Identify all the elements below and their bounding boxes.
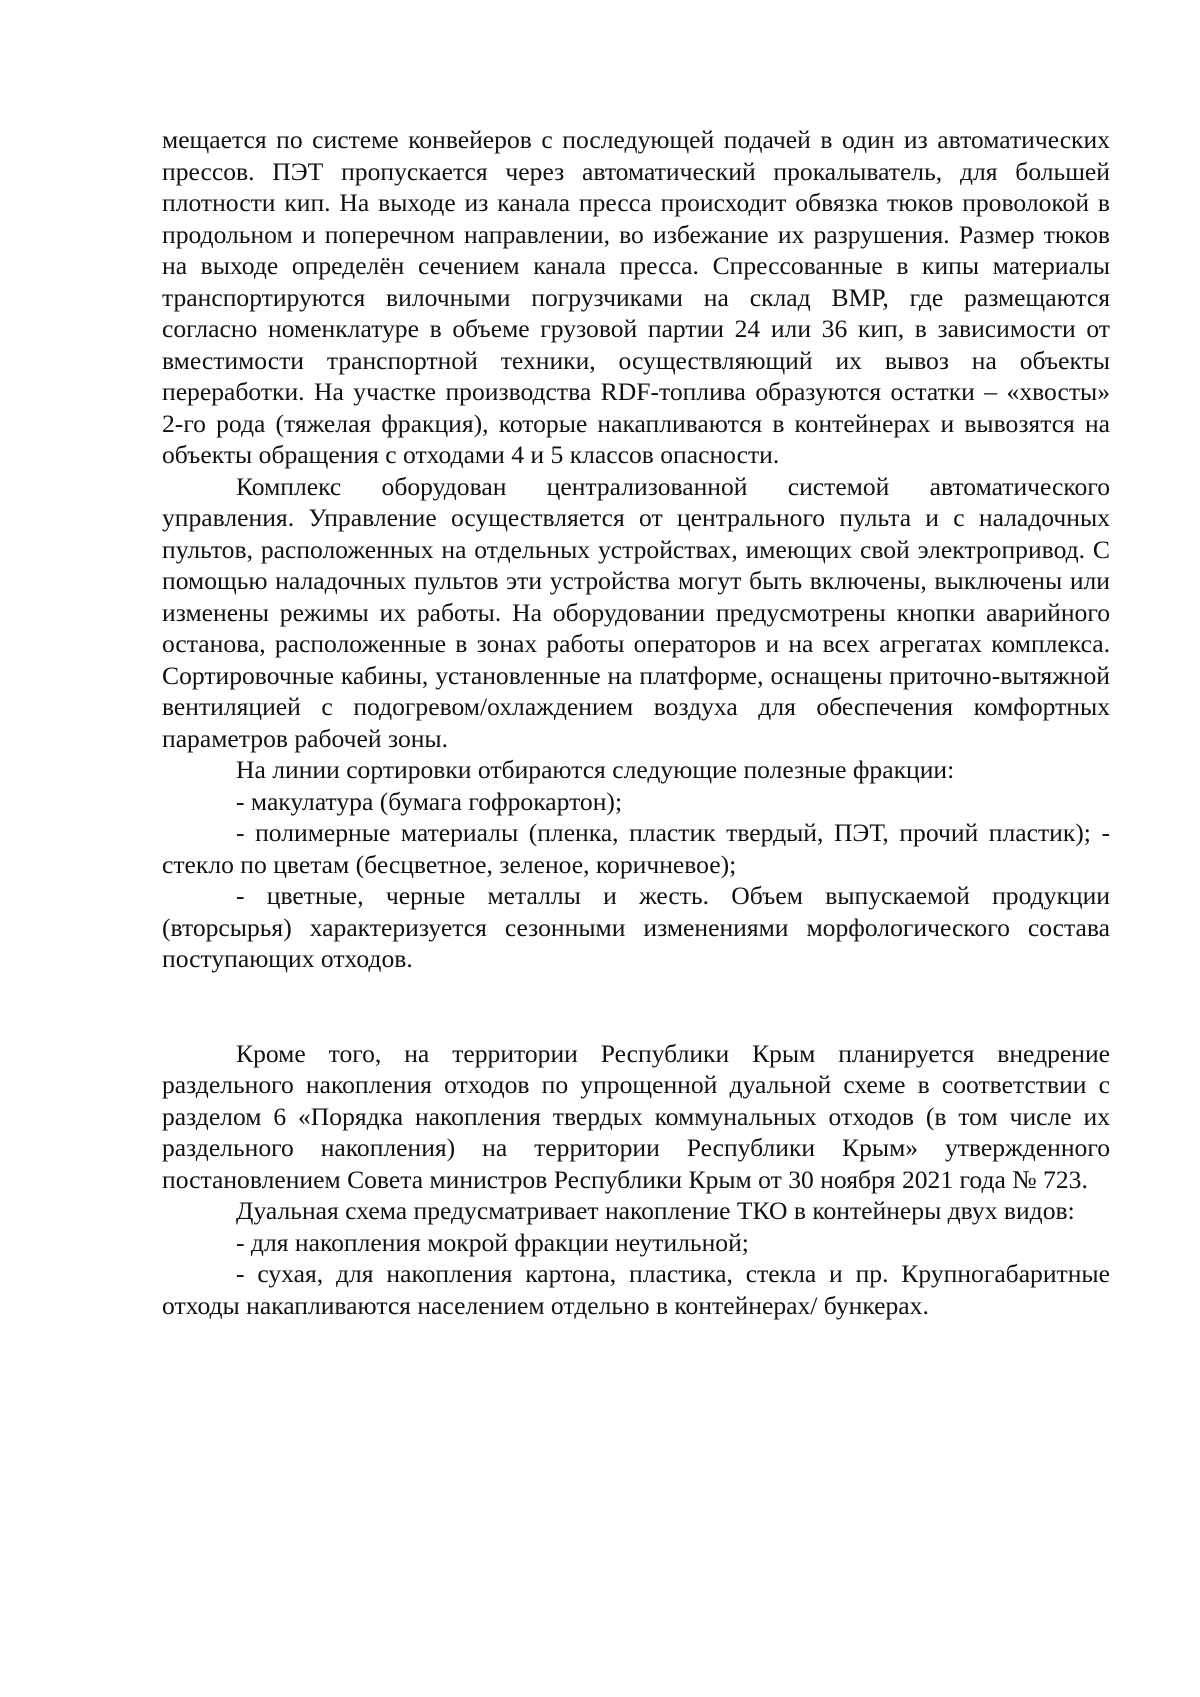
paragraph-fractions-intro: На линии сортировки отбираются следующие полезные фракции: bbox=[236, 755, 955, 784]
paragraph-separate-collection: Кроме того, на территории Республики Крым планируется внедрение раздельного накопления отходов по упрощенной дуальной схеме в соответствии с разделом 6 «Порядка накопления твердых коммунальных отходов (в том числе их раздельного накопления) на территории Республики Крым» утвержденного постановлением Совета министров Республики Крым от 30 ноября 2021 года № 723. bbox=[162, 1038, 1110, 1194]
list-item-metals: - цветные, черные металлы и жесть. Объем выпускаемой продукции (вторсырья) характеризуется сезонными изменениями морфологического состава поступающих отходов. bbox=[162, 881, 1110, 973]
paragraph-dual-scheme: Дуальная схема предусматривает накопление ТКО в контейнеры двух видов: bbox=[236, 1196, 1075, 1225]
paragraph-sorting-pressing: мещается по системе конвейеров с последующей подачей в один из автоматических прессов. ПЭТ пропускается через автоматический прокалыватель, для большей плотности кип. На выходе из канала пресса происходит обвязка тюков проволокой в продольном и поперечном направлении, во избежание их разрушения. Размер тюков на выходе определён сечением канала пресса. Спрессованные в кипы материалы транспортируются вилочными погрузчиками на склад ВМР, где размещаются согласно номенклатуре в объеме грузовой партии 24 или 36 кип, в зависимости от вместимости транспортной техники, осуществляющий их вывоз на объекты переработки. На участке производства RDF-топлива образуются остатки – «хвосты» 2-го рода (тяжелая фракция), которые накапливаются в контейнерах и вывозятся на объекты обращения с отходами 4 и 5 классов опасности. bbox=[162, 125, 1110, 469]
list-item-paper: - макулатура (бумага гофрокартон); bbox=[236, 786, 623, 816]
list-item-wet-fraction: - для накопления мокрой фракции неутильной; bbox=[236, 1227, 749, 1257]
list-item-dry-fraction: - сухая, для накопления картона, пластика, стекла и пр. Крупногабаритные отходы накапливаются населением отдельно в контейнерах/ бункерах. bbox=[162, 1259, 1110, 1320]
list-item-polymers-glass: - полимерные материалы (пленка, пластик твердый, ПЭТ, прочий пластик); - стекло по цветам (бесцветное, зеленое, коричневое); bbox=[162, 818, 1110, 879]
document-body bbox=[162, 124, 1110, 1321]
paragraph-control-system: Комплекс оборудован централизованной системой автоматического управления. Управление осуществляется от центрального пульта и с наладочных пультов, расположенных на отдельных устройствах, имеющих свой электропривод. С помощью наладочных пультов эти устройства могут быть включены, выключены или изменены режимы их работы. На оборудовании предусмотрены кнопки аварийного останова, расположенные в зонах работы операторов и на всех агрегатах комплекса. Сортировочные кабины, установленные на платформе, оснащены приточно-вытяжной вентиляцией с подогревом/охлаждением воздуха для обеспечения комфортных параметров рабочей зоны. bbox=[162, 471, 1110, 753]
